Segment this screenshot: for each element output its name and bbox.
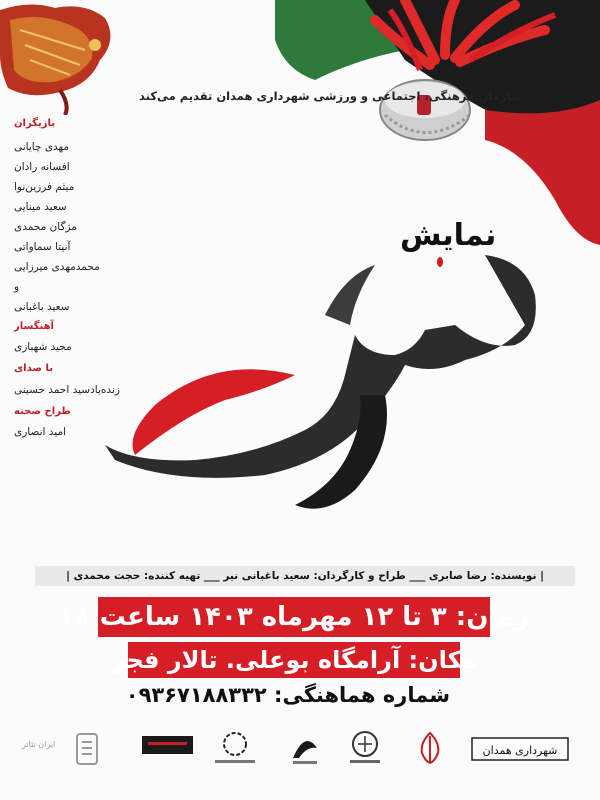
credit-name: مژگان محمدی: [14, 221, 77, 233]
phone-line: شماره هماهنگی: ۰۹۳۶۷۱۸۸۳۳۲: [125, 683, 450, 707]
credit-name: میثم فرزین‌نوا: [14, 181, 75, 193]
credit-name: سعید باغبانی: [14, 301, 70, 313]
iran-emblem-logo: [410, 728, 450, 768]
helmet-plume-image: [255, 0, 600, 245]
credit-name: امید انصاری: [14, 426, 66, 438]
credit-heading: بازیگران: [14, 118, 56, 129]
credit-name: مهدی چایانی: [14, 141, 70, 153]
place-banner: مکان: آرامگاه بوعلی. تالار فجر: [128, 642, 460, 678]
credit-name: مجید شهبازی: [14, 341, 72, 353]
organizer-line: سازمان فرهنگی، اجتماعی و ورزشی شهرداری همدان تقدیم می‌کند: [139, 89, 522, 103]
embroidered-cloth-image: [0, 0, 120, 115]
watermark-logo: [22, 730, 102, 770]
credit-name: محمدمهدی میرزایی: [14, 261, 100, 273]
credit-name: زنده‌یادسید احمد حسینی: [14, 384, 120, 396]
credit-name: افسانه رادان: [14, 161, 70, 173]
title-calligraphy: [95, 255, 555, 515]
credit-name: و: [14, 281, 20, 293]
credit-name: آنیتا سماواتی: [14, 241, 71, 253]
credit-heading: با صدای: [14, 363, 54, 374]
municipality-logo: [470, 728, 570, 768]
arts-association-logo: [140, 728, 195, 768]
credit-heading: آهنگساز: [14, 321, 54, 332]
watermark-text: ایران تئاتر: [22, 740, 56, 749]
show-label: نمایش: [400, 218, 497, 253]
municipality-logo-text: شهرداری همدان: [482, 744, 558, 757]
theatre-org-logo: [285, 728, 325, 768]
credit-name: سعید مینایی: [14, 201, 67, 213]
time-banner: زمان: ۳ تا ۱۲ مهرماه ۱۴۰۳ ساعت ۱۸: [98, 597, 490, 637]
crew-line: | نویسنده: رضا صابری ___ طراح و کارگردان: سعید باغبانی نیر ___ تهیه کننده: حجت محمدی |: [35, 566, 575, 586]
credit-heading: طراح صحنه: [14, 406, 71, 417]
sponsor-logos: [140, 728, 580, 773]
culture-ministry-logo: [340, 728, 390, 768]
hamedan-culture-logo: [205, 728, 265, 768]
